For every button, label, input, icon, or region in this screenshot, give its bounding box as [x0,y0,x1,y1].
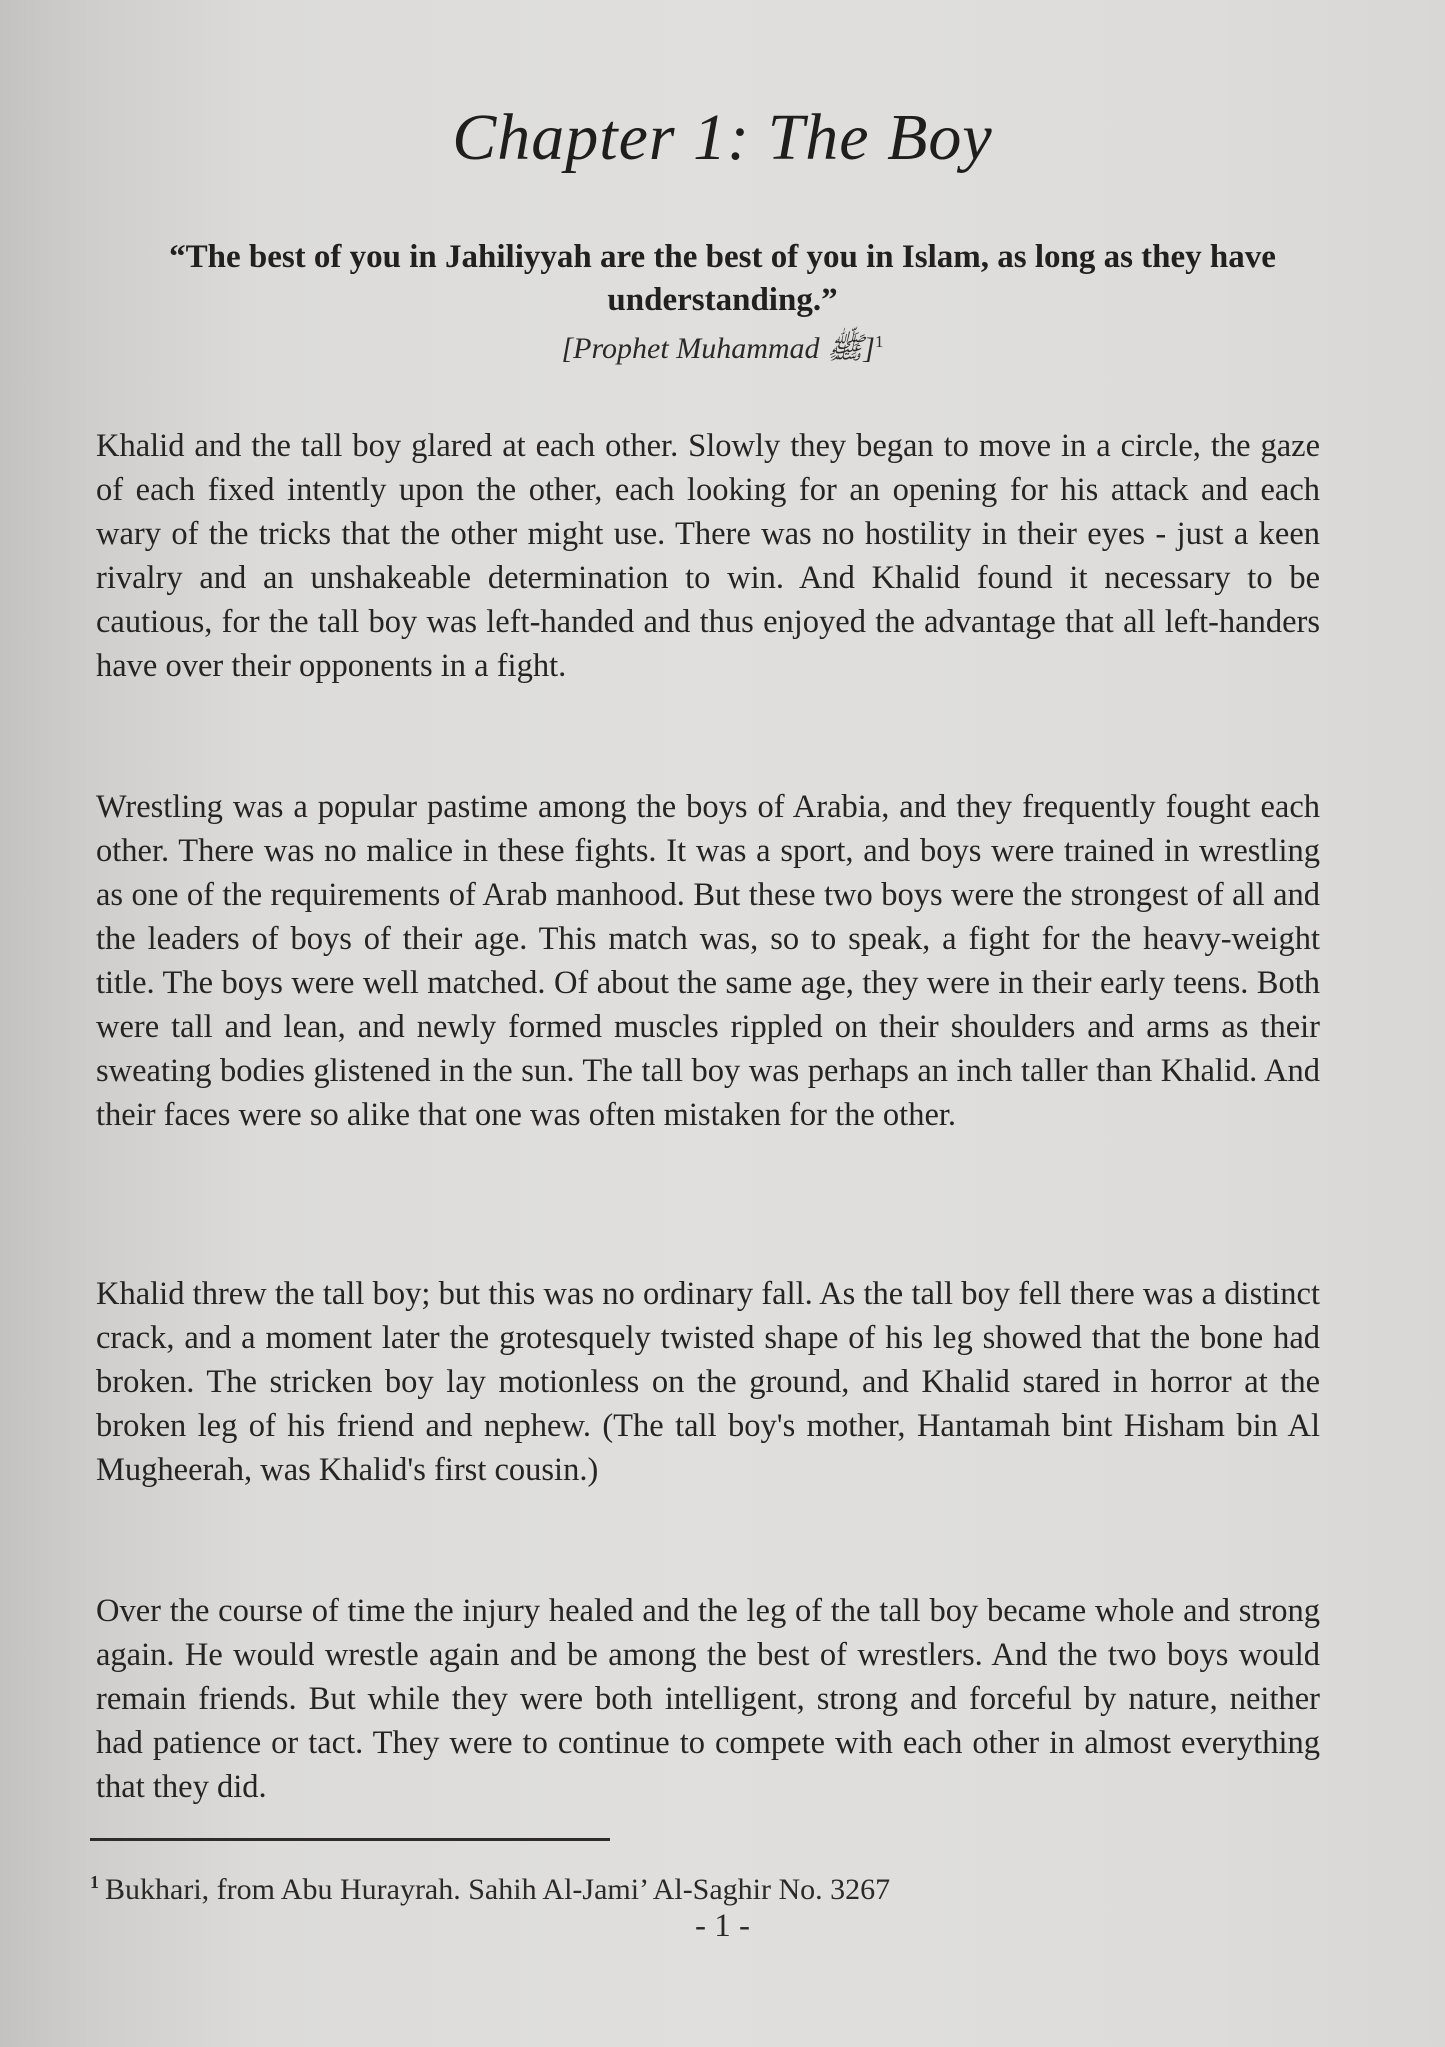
footnote-divider [90,1838,610,1841]
attribution-text: [Prophet Muhammad ﷺ] [561,332,875,365]
page-number: - 1 - [695,1908,750,1944]
paragraph-3: Khalid threw the tall boy; but this was no ordinary fall. As the tall boy fell there was a distinct crack, and a moment later the grotesquely twisted shape of his leg showed that the bone had broken. The stricken boy lay motionless on the ground, and Khalid stared in horror at the broken leg of his friend and nephew. (The tall boy's mother, Hantamah bint Hisham bin Al Mugheerah, was Khalid's first cousin.) [96,1276,1320,1488]
epigraph-attribution [120,322,1325,369]
epigraph-quote: “The best of you in Jahiliyyah are the best of you in Islam, as long as they have understanding.” [169,239,1276,318]
paragraph-4: Over the course of time the injury healed and the leg of the tall boy became whole and strong again. He would wrestle again and be among the best of wrestlers. And the two boys would remain friends. But while they were both intelligent, strong and forceful by nature, neither had patience or tact. They were to continue to compete with each other in almost everything that they did. [96,1593,1320,1805]
paragraph-2: Wrestling was a popular pastime among the boys of Arabia, and they frequently fought each other. There was no malice in these fights. It was a sport, and boys were trained in wrestling as one of the requirements of Arab manhood. But these two boys were the strongest of all and the leaders of boys of their age. This match was, so to speak, a fight for the heavy-weight title. The boys were well matched. Of about the same age, they were in their early teens. Both were tall and lean, and newly formed muscles rippled on their shoulders and arms as their sweating bodies glistened in the sun. The tall boy was perhaps an inch taller than Khalid. And their faces were so alike that one was often mistaken for the other. [96,789,1320,1133]
footnote-reference: 1 [874,332,884,351]
epigraph [120,236,1325,369]
footnote-marker: 1 [90,1872,99,1892]
footnote-text: Bukhari, from Abu Hurayrah. Sahih Al-Jami’ Al-Saghir No. 3267 [105,1873,891,1906]
footnote [90,1862,1290,1910]
paragraph-1: Khalid and the tall boy glared at each other. Slowly they began to move in a circle, the gaze of each fixed intently upon the other, each looking for an opening for his attack and each wary of the tricks that the other might use. There was no hostility in their eyes - just a keen rivalry and an unshakeable determination to win. And Khalid found it necessary to be cautious, for the tall boy was left-handed and thus enjoyed the advantage that all left-handers have over their opponents in a fight. [96,428,1320,684]
chapter-title: Chapter 1: The Boy [452,101,993,174]
